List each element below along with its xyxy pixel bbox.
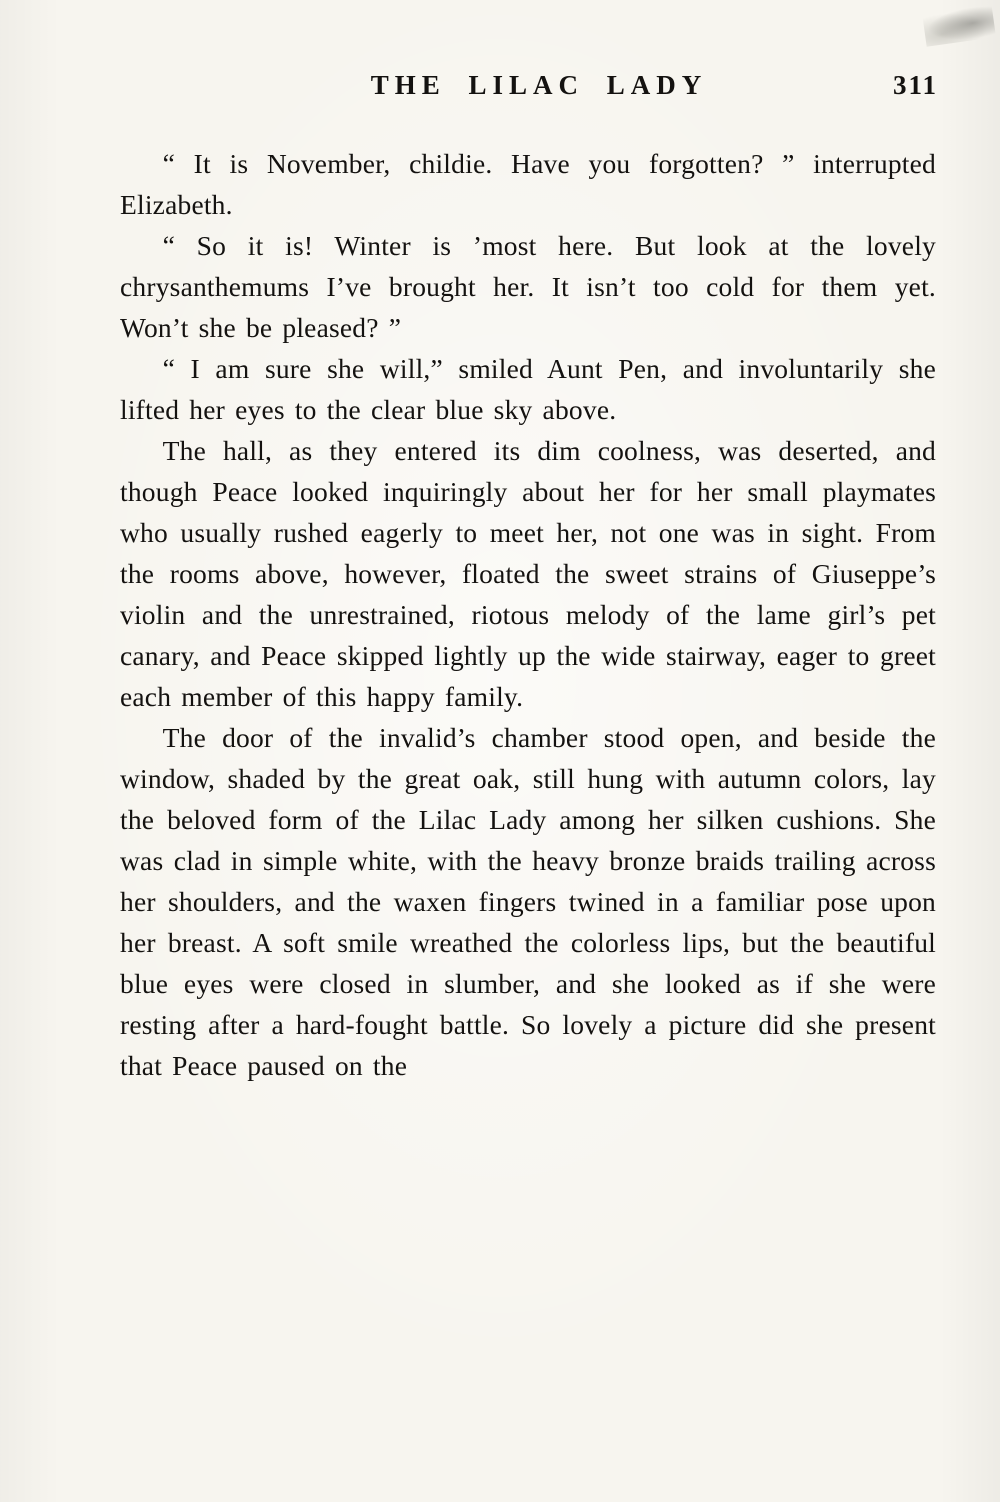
page-paragraphs (120, 143, 936, 1086)
paragraph: “ So it is! Winter is ’most here. But look at the lovely chrysanthemums I’ve brought her. It isn’t too cold for them yet. Won’t she be pleased? ” (120, 230, 936, 343)
paragraph: The hall, as they entered its dim coolness, was deserted, and though Peace looked inquiringly about her for her small playmates who usually rushed eagerly to meet her, not one was in sight. From the rooms above, however, floated the sweet strains of Giuseppe’s violin and the unrestrained, riotous melody of the lame girl’s pet canary, and Peace skipped lightly up the wide stairway, eager to greet each member of this happy family. (120, 435, 936, 712)
page-number: 311 (892, 70, 938, 100)
paragraph: “ I am sure she will,” smiled Aunt Pen, and involuntarily she lifted her eyes to the clear blue sky above. (120, 353, 936, 425)
paragraph: The door of the invalid’s chamber stood open, and beside the window, shaded by the great oak, still hung with autumn colors, lay the beloved form of the Lilac Lady among her silken cushions. She was clad in simple white, with the heavy bronze braids trailing across her shoulders, and the waxen fingers twined in a familiar pose upon her breast. A soft smile wreathed the colorless lips, but the beautiful blue eyes were closed in slumber, and she looked as if she were resting after a hard-fought battle. So lovely a picture did she present that Peace paused on the (120, 722, 936, 1081)
page-title: THE LILAC LADY (370, 70, 708, 100)
paragraph: “ It is November, childie. Have you forgotten? ” interrupted Elizabeth. (120, 148, 936, 220)
running-head (120, 70, 938, 101)
scan-smudge (922, 3, 996, 46)
